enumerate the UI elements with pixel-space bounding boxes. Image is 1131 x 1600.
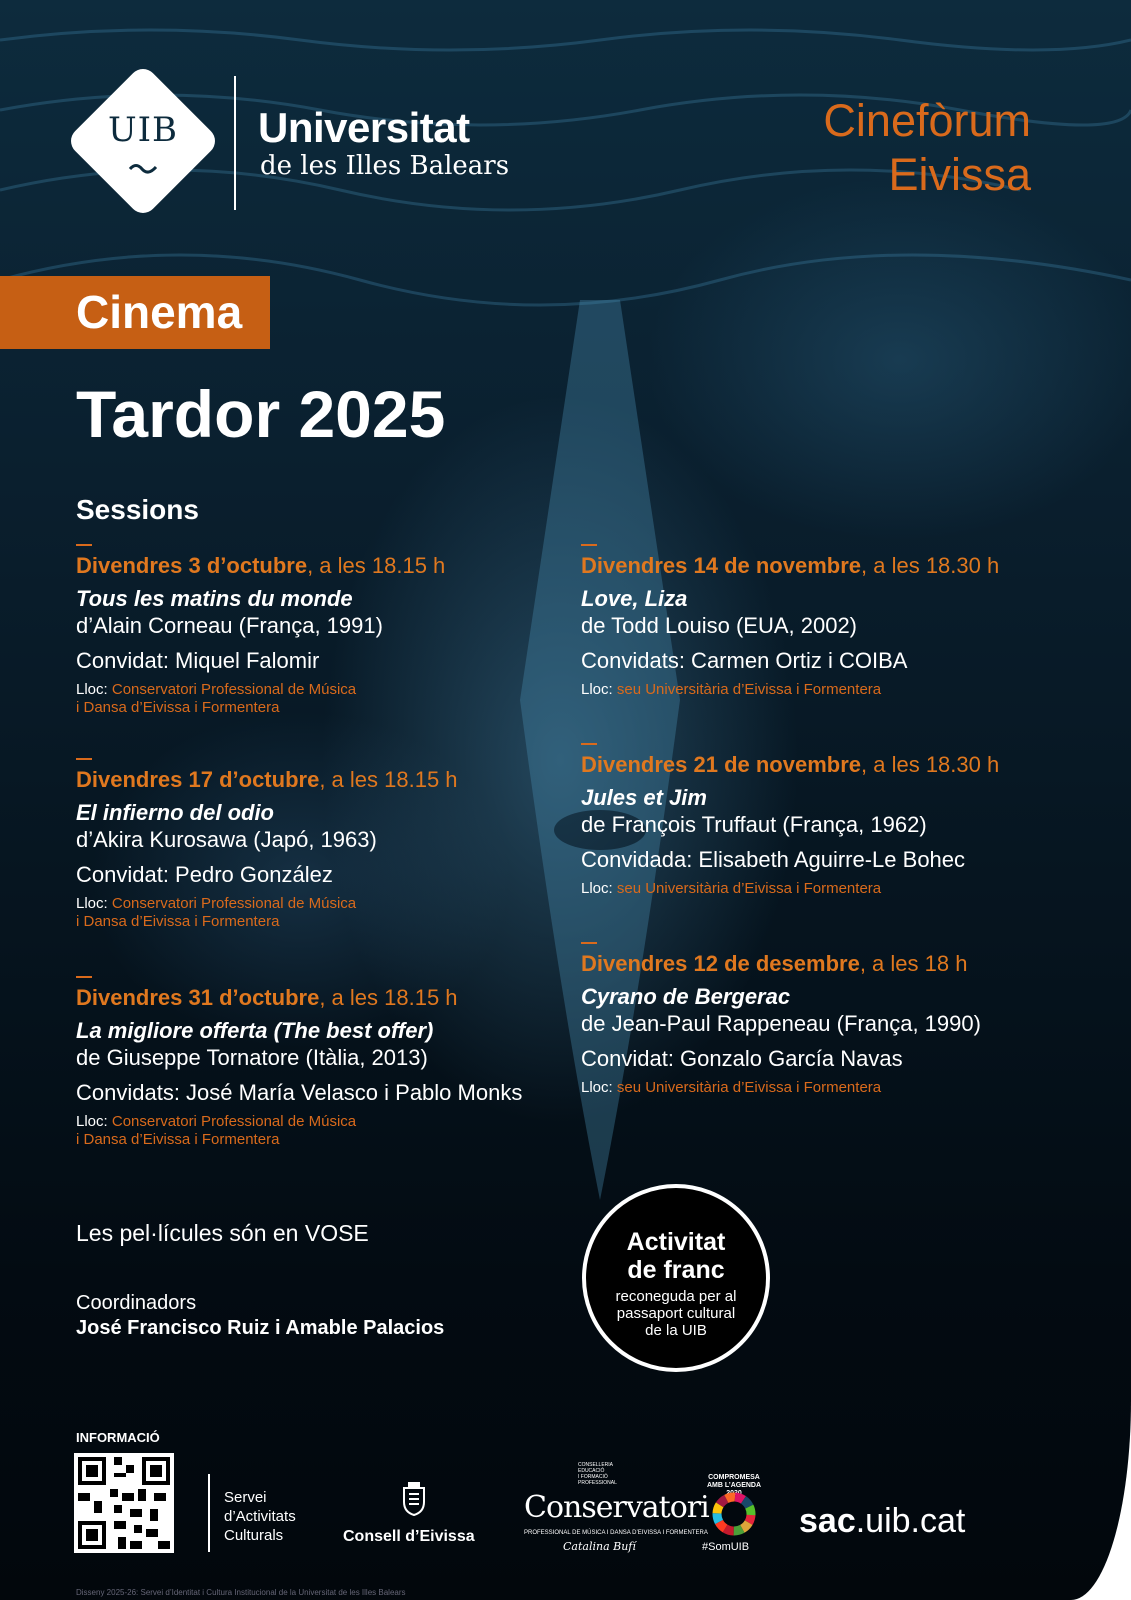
website-rest: .uib.cat	[855, 1502, 966, 1540]
session-date-line	[76, 552, 556, 580]
coordinators-names: José Francisco Ruiz i Amable Palacios	[76, 1317, 445, 1339]
qr-code-icon[interactable]	[74, 1453, 174, 1553]
place-name-2: i Dansa d’Eivissa i Formentera	[76, 1131, 280, 1148]
sdg-line-2: AMB L’AGENDA 2030	[706, 1482, 762, 1497]
session-film: Tous les matins du monde	[76, 586, 353, 611]
conservatori-signature: Catalina Bufí	[563, 1540, 636, 1553]
coordinators-label: Coordinadors	[76, 1292, 197, 1314]
category-tag: Cinema	[0, 276, 270, 349]
session-date: Divendres 17 d’octubre	[76, 767, 320, 792]
session-guest: Convidat: Miquel Falomir	[76, 648, 320, 673]
sessions-column-right	[581, 544, 1061, 1141]
website-bold: sac	[799, 1502, 856, 1540]
session-dash	[581, 544, 597, 546]
conselleria-line-2: EDUCACIÓ	[578, 1468, 605, 1474]
sac-line-1: Servei	[224, 1489, 267, 1506]
place-label: Lloc:	[76, 895, 112, 912]
session-time: , a les 18.15 h	[307, 553, 446, 578]
session-date: Divendres 3 d’octubre	[76, 553, 308, 578]
design-credits: Disseny 2025-26: Servei d’Identitat i Cultura Institucional de la Universitat de les Illes Balears	[76, 1588, 406, 1597]
session-place	[581, 880, 1061, 898]
badge-sub-3: de la UIB	[645, 1322, 707, 1339]
conservatori-logo: Conservatori	[524, 1490, 709, 1525]
place-label: Lloc:	[581, 880, 617, 897]
uib-logo-text: UIB	[107, 110, 179, 150]
session-dash	[581, 942, 597, 944]
sdg-wheel-icon	[710, 1490, 758, 1538]
consell-eivissa-logo: Consell d’Eivissa	[343, 1528, 475, 1545]
session-guest: Convidats: José María Velasco i Pablo Monks	[76, 1080, 523, 1105]
session-place	[581, 1079, 1061, 1097]
session-date: Divendres 21 de novembre	[581, 752, 862, 777]
badge-sub	[586, 1288, 766, 1339]
session-item	[581, 544, 1061, 743]
consell-shield-icon	[400, 1480, 428, 1516]
session-time: , a les 18.30 h	[861, 553, 1000, 578]
place-name-2: i Dansa d’Eivissa i Formentera	[76, 699, 280, 716]
session-film: Cyrano de Bergerac	[581, 984, 791, 1009]
session-item	[76, 976, 556, 1190]
session-film: Love, Liza	[581, 586, 688, 611]
session-item	[76, 758, 556, 976]
session-guest: Convidada: Elisabeth Aguirre-Le Bohec	[581, 847, 966, 872]
place-name: seu Universitària d’Eivissa i Formentera	[616, 880, 882, 897]
website-link[interactable]	[799, 1502, 965, 1541]
free-activity-badge	[582, 1184, 770, 1372]
place-name: seu Universitària d’Eivissa i Formentera	[616, 1079, 882, 1096]
place-name: Conservatori Professional de Música	[111, 681, 357, 698]
place-name: seu Universitària d’Eivissa i Formentera	[616, 681, 882, 698]
session-director: de Giuseppe Tornatore (Itàlia, 2013)	[76, 1045, 428, 1070]
session-dash	[76, 976, 92, 978]
session-director: de François Truffaut (França, 1962)	[581, 812, 927, 837]
place-label: Lloc:	[76, 681, 112, 698]
session-time: , a les 18 h	[859, 951, 968, 976]
session-film: El infierno del odio	[76, 800, 274, 825]
session-director: de Todd Louiso (EUA, 2002)	[581, 613, 857, 638]
place-name: Conservatori Professional de Música	[111, 895, 357, 912]
cineforum-title	[823, 94, 1031, 202]
place-name: Conservatori Professional de Música	[111, 1113, 357, 1130]
session-film: La migliore offerta (The best offer)	[76, 1018, 434, 1043]
season-title: Tardor 2025	[76, 377, 446, 451]
badge-title-2: de franc	[627, 1256, 725, 1284]
conselleria-line-1: CONSELLERIA	[578, 1462, 614, 1468]
session-date-line	[76, 984, 556, 1012]
session-film: Jules et Jim	[581, 785, 707, 810]
session-item	[581, 743, 1061, 942]
session-guest: Convidat: Pedro González	[76, 862, 333, 887]
session-director: d’Akira Kurosawa (Japó, 1963)	[76, 827, 377, 852]
vose-note: Les pel·lícules són en VOSE	[76, 1220, 369, 1246]
info-label: INFORMACIÓ	[76, 1430, 160, 1445]
conservatori-subtitle: PROFESSIONAL DE MÚSICA I DANSA D’EIVISSA I FORMENTERA	[524, 1530, 708, 1536]
session-place	[581, 681, 1061, 699]
university-name: Universitat	[258, 104, 470, 151]
place-label: Lloc:	[581, 681, 617, 698]
session-time: , a les 18.15 h	[319, 985, 458, 1010]
session-date: Divendres 12 de desembre	[581, 951, 860, 976]
conselleria-line-4: PROFESSIONAL	[578, 1480, 617, 1486]
logo-divider	[234, 76, 236, 210]
badge-sub-1: reconeguda per al	[615, 1288, 737, 1305]
conselleria-text	[578, 1462, 617, 1486]
conselleria-line-3: I FORMACIÓ	[578, 1474, 608, 1480]
session-date-line	[581, 950, 1061, 978]
session-time: , a les 18.15 h	[319, 767, 458, 792]
session-date-line	[76, 766, 556, 794]
badge-sub-2: passaport cultural	[616, 1305, 736, 1322]
session-guest: Convidat: Gonzalo García Navas	[581, 1046, 903, 1071]
place-name-2: i Dansa d’Eivissa i Formentera	[76, 913, 280, 930]
session-director: de Jean-Paul Rappeneau (França, 1990)	[581, 1011, 981, 1036]
session-dash	[76, 544, 92, 546]
sdg-line-1: COMPROMESA	[708, 1474, 760, 1481]
session-dash	[581, 743, 597, 745]
place-label: Lloc:	[76, 1113, 112, 1130]
session-guest: Convidats: Carmen Ortiz i COIBA	[581, 648, 908, 673]
session-date-line	[581, 552, 1061, 580]
sac-logo-text	[224, 1488, 296, 1545]
session-date: Divendres 31 d’octubre	[76, 985, 320, 1010]
session-dash	[76, 758, 92, 760]
sdg-hashtag: #SomUIB	[702, 1541, 750, 1553]
university-subtitle: de les Illes Balears	[260, 151, 510, 181]
session-item	[76, 544, 556, 758]
footer-divider	[208, 1474, 210, 1552]
session-place	[76, 681, 556, 717]
session-date-line	[581, 751, 1061, 779]
session-place	[76, 1113, 556, 1149]
session-place	[76, 895, 556, 931]
sac-line-2: d’Activitats	[224, 1508, 296, 1525]
badge-title-1: Activitat	[626, 1228, 726, 1256]
session-item	[581, 942, 1061, 1141]
session-date: Divendres 14 de novembre	[581, 553, 862, 578]
cineforum-line-1: Cinefòrum	[823, 95, 1031, 146]
session-director: d’Alain Corneau (França, 1991)	[76, 613, 383, 638]
uib-wave-icon	[128, 160, 158, 174]
cineforum-line-2: Eivissa	[888, 149, 1031, 200]
session-time: , a les 18.30 h	[861, 752, 1000, 777]
sac-line-3: Culturals	[224, 1527, 284, 1544]
sessions-column-left	[76, 544, 556, 1190]
sessions-heading: Sessions	[76, 494, 199, 525]
place-label: Lloc:	[581, 1079, 617, 1096]
